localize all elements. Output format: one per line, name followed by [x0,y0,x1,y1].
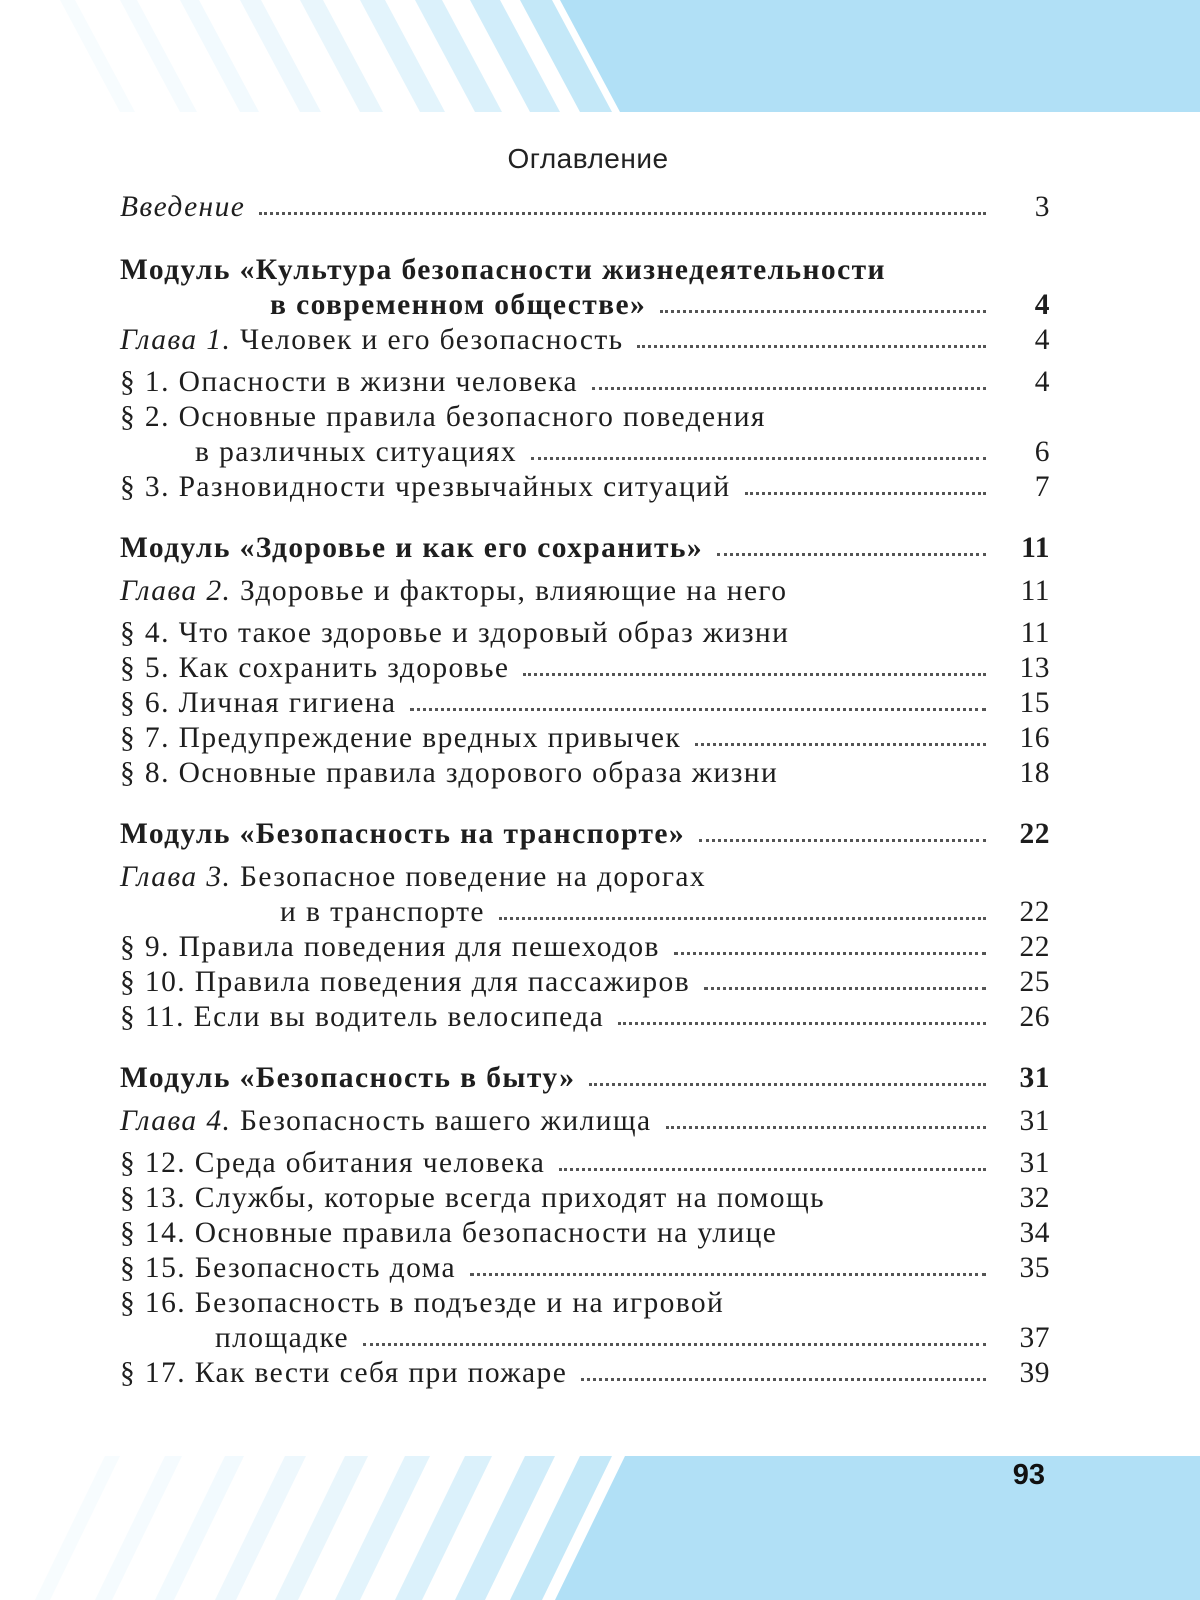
module-title: Модуль «Здоровье и как его сохранить» [120,532,704,564]
paragraph-title: § 10. Правила поведения для пассажиров [120,966,691,998]
dot-leader [801,596,986,599]
dot-leader [717,553,986,556]
chapter-label: Глава 4. [120,1105,232,1137]
page-ref: 31 [1019,1105,1050,1137]
dot-leader [900,275,986,278]
toc-chapter-2[interactable] [120,574,1050,609]
toc-paragraph-5[interactable] [120,651,1050,686]
page-ref: 18 [1019,757,1050,789]
toc-chapter-3-line1[interactable] [120,860,1050,895]
paragraph-title: § 9. Правила поведения для пешеходов [120,931,660,963]
paragraph-title: § 6. Личная гигиена [120,687,397,719]
paragraph-title: § 8. Основные правила здорового образа жизни [120,757,779,789]
dot-leader [695,743,986,746]
page-number: 93 [1012,1459,1045,1491]
dot-leader [674,952,986,955]
chapter-title: Безопасность вашего жилища [240,1105,652,1137]
toc-chapter-4[interactable] [120,1104,1050,1139]
page-ref: 32 [1019,1182,1050,1214]
dot-leader [259,212,986,215]
dot-leader [523,673,986,676]
dot-leader [559,1168,986,1171]
header-stripe-band [0,0,1200,112]
toc-paragraph-2-line1[interactable] [120,400,1050,435]
page-ref: 7 [1034,471,1050,503]
dot-leader [499,917,986,920]
toc-paragraph-8[interactable] [120,756,1050,791]
paragraph-title: § 1. Опасности в жизни человека [120,366,579,398]
paragraph-title: § 7. Предупреждение вредных привычек [120,722,682,754]
paragraph-title-continuation: площадке [215,1322,349,1354]
toc-module-1-line1[interactable] [120,253,1050,288]
module-title-continuation: в современном обществе» [270,289,647,321]
chapter-title: Безопасное поведение на дорогах [240,861,706,893]
table-of-contents [120,190,1050,1391]
page-ref: 22 [1019,818,1050,850]
chapter-label: Глава 1. [120,324,232,356]
page-ref: 16 [1019,722,1050,754]
toc-paragraph-14[interactable] [120,1216,1050,1251]
toc-paragraph-6[interactable] [120,686,1050,721]
page-ref: 13 [1019,652,1050,684]
dot-leader [666,1126,986,1129]
toc-paragraph-1[interactable] [120,365,1050,400]
paragraph-title: § 5. Как сохранить здоровье [120,652,510,684]
module-title: Модуль «Безопасность в быту» [120,1062,576,1094]
dot-leader [720,882,986,885]
page-ref: 11 [1020,617,1050,649]
toc-module-3[interactable] [120,817,1050,852]
toc-paragraph-16-line1[interactable] [120,1286,1050,1321]
dot-leader [704,987,986,990]
page-ref: 26 [1019,1001,1050,1033]
module-title: Модуль «Безопасность на транспорте» [120,818,686,850]
dot-leader [470,1273,986,1276]
chapter-title: Здоровье и факторы, влияющие на него [240,575,788,607]
paragraph-title: § 4. Что такое здоровье и здоровый образ жизни [120,617,790,649]
page-ref: 11 [1021,532,1050,564]
chapter-label: Глава 2. [120,575,232,607]
dot-leader [660,310,986,313]
paragraph-title: § 14. Основные правила безопасности на улице [120,1217,778,1249]
page-ref: 3 [1034,191,1050,223]
chapter-title: Человек и его безопасность [240,324,624,356]
toc-module-4[interactable] [120,1061,1050,1096]
paragraph-title: § 17. Как вести себя при пожаре [120,1357,568,1389]
page-ref: 25 [1019,966,1050,998]
toc-paragraph-2[interactable] [120,435,1050,470]
paragraph-title: § 11. Если вы водитель велосипеда [120,1001,605,1033]
dot-leader [618,1022,986,1025]
dot-leader [839,1203,986,1206]
paragraph-title: § 3. Разновидности чрезвычайных ситуаций [120,471,731,503]
chapter-label: Глава 3. [120,861,232,893]
dot-leader [410,708,986,711]
toc-paragraph-16[interactable] [120,1321,1050,1356]
toc-paragraph-3[interactable] [120,470,1050,505]
dot-leader [738,1308,986,1311]
page-ref: 37 [1019,1322,1050,1354]
dot-leader [699,839,986,842]
toc-module-2[interactable] [120,531,1050,566]
toc-paragraph-12[interactable] [120,1146,1050,1181]
toc-paragraph-17[interactable] [120,1356,1050,1391]
paragraph-title: § 2. Основные правила безопасного поведения [120,401,766,433]
dot-leader [792,778,986,781]
toc-paragraph-15[interactable] [120,1251,1050,1286]
toc-chapter-1[interactable] [120,323,1050,358]
toc-chapter-3[interactable] [120,895,1050,930]
dot-leader [791,1238,986,1241]
dot-leader [637,345,986,348]
dot-leader [745,492,986,495]
page-ref: 22 [1019,931,1050,963]
page-title: Оглавление [507,143,669,174]
paragraph-title: § 13. Службы, которые всегда приходят на помощь [120,1182,825,1214]
toc-paragraph-7[interactable] [120,721,1050,756]
toc-entry-intro[interactable] [120,190,1050,225]
toc-paragraph-13[interactable] [120,1181,1050,1216]
dot-leader [581,1378,986,1381]
page-ref: 31 [1019,1147,1050,1179]
page-ref: 4 [1034,289,1050,321]
dot-leader [589,1083,986,1086]
paragraph-title: § 15. Безопасность дома [120,1252,457,1284]
paragraph-title-continuation: в различных ситуациях [195,436,518,468]
dot-leader [363,1343,986,1346]
module-title: Модуль «Культура безопасности жизнедеятельности [120,254,886,286]
paragraph-title: § 12. Среда обитания человека [120,1147,546,1179]
page-ref: 4 [1034,366,1050,398]
toc-paragraph-4[interactable] [120,616,1050,651]
toc-module-1[interactable] [120,288,1050,323]
toc-paragraph-10[interactable] [120,965,1050,1000]
toc-paragraph-11[interactable] [120,1000,1050,1035]
toc-paragraph-9[interactable] [120,930,1050,965]
dot-leader [531,457,986,460]
page-ref: 39 [1019,1357,1050,1389]
chapter-title-continuation: и в транспорте [280,896,485,928]
page-ref: 11 [1020,575,1050,607]
toc-entry-label: Введение [120,191,246,223]
page-ref: 6 [1034,436,1050,468]
page-ref: 4 [1034,324,1050,356]
page-ref: 35 [1019,1252,1050,1284]
page-ref: 15 [1019,687,1050,719]
page-ref: 22 [1019,896,1050,928]
dot-leader [780,422,986,425]
dot-leader [803,638,986,641]
page-ref: 31 [1019,1062,1050,1094]
dot-leader [592,387,986,390]
page-ref: 34 [1019,1217,1050,1249]
paragraph-title: § 16. Безопасность в подъезде и на игровой [120,1287,725,1319]
